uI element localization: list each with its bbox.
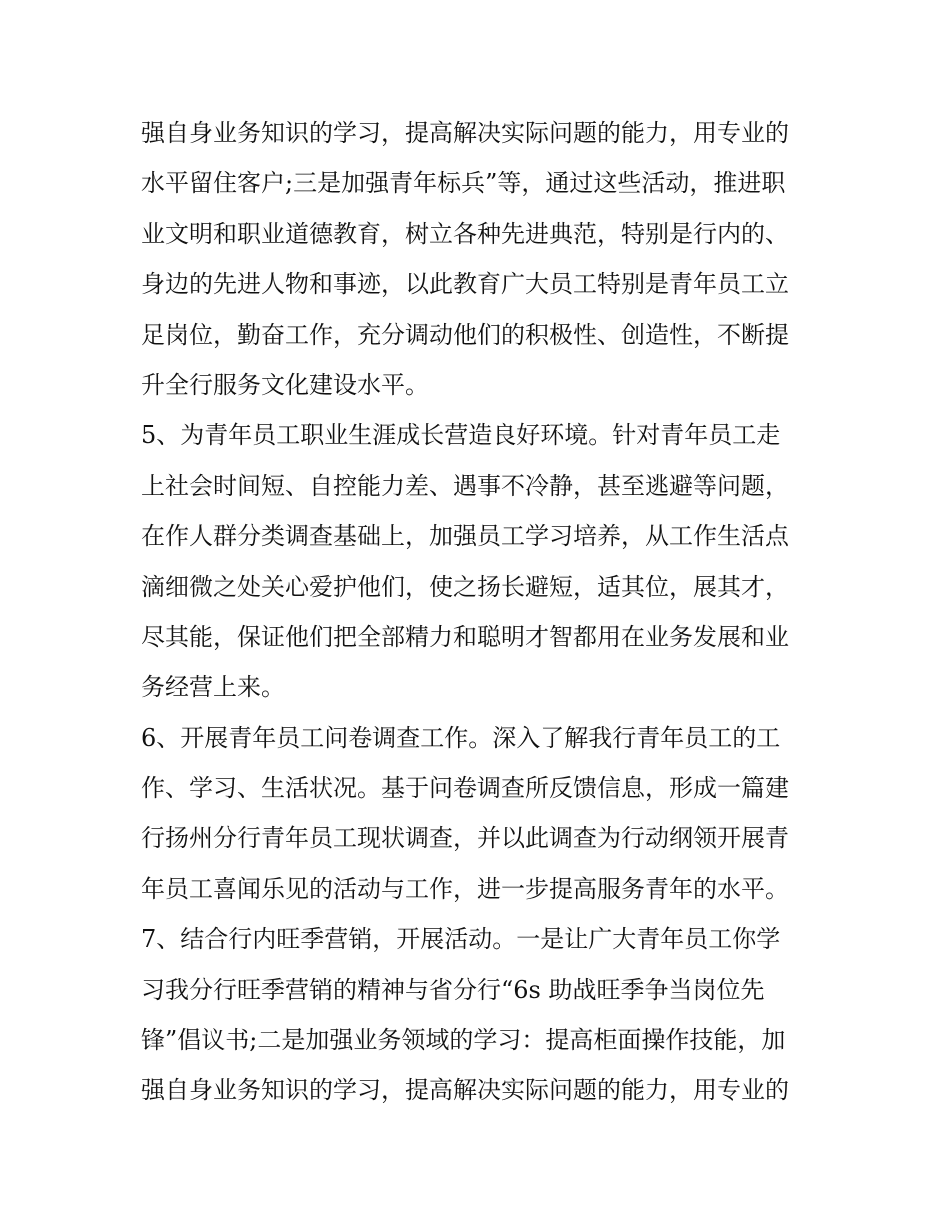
text-line: 作、学习、生活状况。基于问卷调查所反馈信息，形成一篇建 (141, 774, 789, 803)
text-line: 足岗位，勤奋工作，充分调动他们的积极性、创造性，不断提 (141, 320, 789, 349)
text-line: 业文明和职业道德教育，树立各种先进典范，特别是行内的、 (141, 219, 789, 248)
document-body (141, 108, 813, 1116)
text-line: 尽其能，保证他们把全部精力和聪明才智都用在业务发展和业 (141, 622, 789, 651)
text-line: 5、为青年员工职业生涯成长营造良好环境。针对青年员工走 (141, 421, 781, 450)
text-line: 滴细微之处关心爱护他们，使之扬长避短，适其位，展其才， (141, 572, 789, 601)
text-line: 锋”倡议书;二是加强业务领域的学习：提高柜面操作技能，加 (141, 1026, 786, 1055)
text-line: 务经营上来。 (141, 673, 285, 702)
text-line: 升全行服务文化建设水平。 (141, 370, 429, 399)
text-line: 年员工喜闻乐见的活动与工作，进一步提高服务青年的水平。 (141, 874, 789, 903)
text-line: 强自身业务知识的学习，提高解决实际问题的能力，用专业的 (141, 1076, 789, 1105)
text-line: 在作人群分类调查基础上，加强员工学习培养，从工作生活点 (141, 522, 789, 551)
text-line: 身边的先进人物和事迹，以此教育广大员工特别是青年员工立 (141, 270, 789, 299)
text-line: 习我分行旺季营销的精神与省分行“6s 助战旺季争当岗位先 (141, 975, 765, 1004)
text-line: 7、结合行内旺季营销，开展活动。一是让广大青年员工你学 (141, 925, 781, 954)
text-line: 行扬州分行青年员工现状调查，并以此调查为行动纲领开展青 (141, 824, 789, 853)
text-line: 上社会时间短、自控能力差、遇事不冷静，甚至逃避等问题， (141, 471, 789, 500)
text-line: 6、开展青年员工问卷调查工作。深入了解我行青年员工的工 (141, 723, 781, 752)
text-line: 水平留住客户;三是加强青年标兵”等，通过这些活动，推进职 (141, 169, 786, 198)
text-line: 强自身业务知识的学习，提高解决实际问题的能力，用专业的 (141, 119, 789, 147)
